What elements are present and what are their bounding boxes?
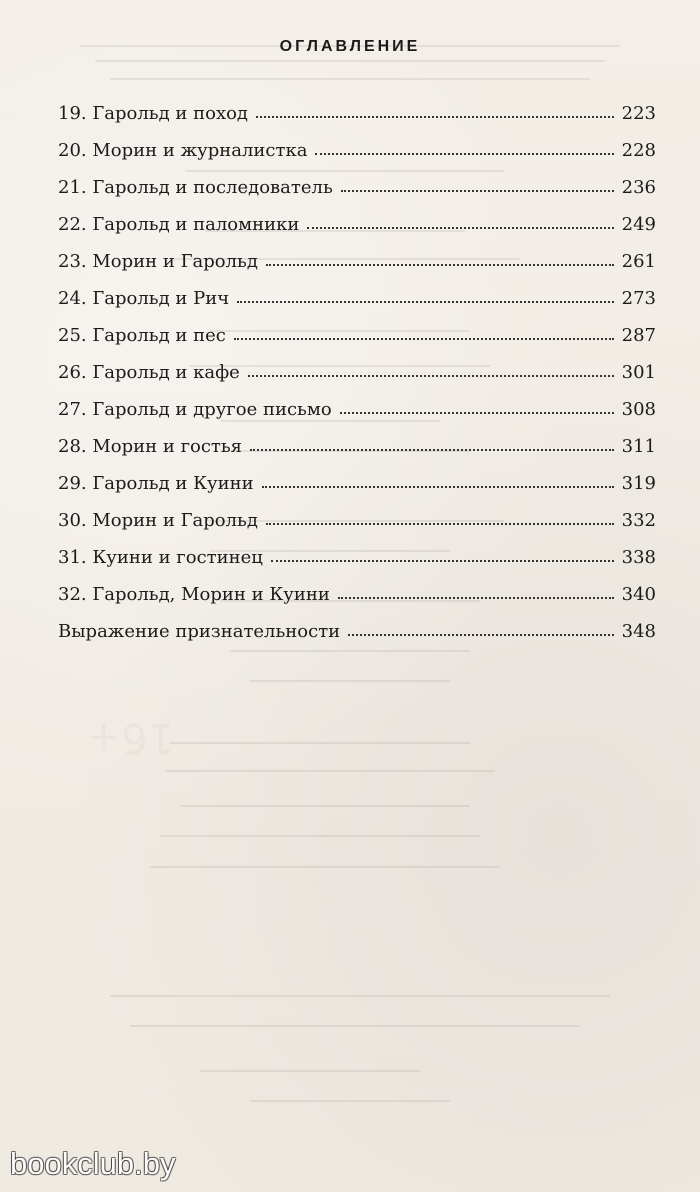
toc-row [58, 604, 656, 641]
toc-title: Выражение признательности [58, 621, 341, 642]
toc-page-number: 223 [621, 103, 656, 124]
site-watermark: bookclub.by [10, 1146, 176, 1181]
toc-leader [266, 264, 614, 266]
toc-row [58, 234, 656, 271]
toc-title: 29. Гарольд и Куини [58, 473, 254, 494]
toc-leader [250, 449, 614, 451]
table-of-contents [58, 86, 656, 641]
toc-leader [234, 338, 614, 340]
toc-title: 32. Гарольд, Морин и Куини [58, 584, 330, 605]
toc-leader [262, 486, 614, 488]
toc-leader [237, 301, 614, 303]
toc-page-number: 273 [621, 288, 656, 309]
toc-row [58, 271, 656, 308]
toc-row [58, 382, 656, 419]
toc-row [58, 419, 656, 456]
toc-leader [248, 375, 614, 377]
toc-row [58, 123, 656, 160]
toc-title: 31. Куини и гостинец [58, 547, 263, 568]
toc-title: 19. Гарольд и поход [58, 103, 249, 124]
toc-leader [338, 597, 614, 599]
toc-page-number: 228 [621, 140, 656, 161]
toc-leader [315, 153, 613, 155]
toc-title: 27. Гарольд и другое письмо [58, 399, 332, 420]
toc-leader [256, 116, 614, 118]
toc-row [58, 345, 656, 382]
toc-row [58, 530, 656, 567]
toc-page-number: 311 [621, 436, 656, 457]
toc-leader [266, 523, 614, 525]
toc-title: 26. Гарольд и кафе [58, 362, 240, 383]
toc-row [58, 197, 656, 234]
toc-title: 30. Морин и Гарольд [58, 510, 258, 531]
page-title: ОГЛАВЛЕНИЕ [279, 38, 421, 55]
toc-title: 25. Гарольд и пес [58, 325, 226, 346]
bleed-through-text: 16+ [0, 0, 700, 1192]
toc-page-number: 236 [621, 177, 656, 198]
toc-title: 28. Морин и гостья [58, 436, 243, 457]
toc-row [58, 86, 656, 123]
toc-row [58, 308, 656, 345]
toc-row [58, 456, 656, 493]
toc-title: 22. Гарольд и паломники [58, 214, 300, 235]
toc-leader [307, 227, 613, 229]
toc-title: 21. Гарольд и последователь [58, 177, 333, 198]
toc-title: 24. Гарольд и Рич [58, 288, 230, 309]
toc-leader [348, 634, 613, 636]
toc-leader [341, 190, 614, 192]
toc-page-number: 308 [621, 399, 656, 420]
toc-page-number: 287 [621, 325, 656, 346]
toc-page-number: 340 [621, 584, 656, 605]
toc-row [58, 567, 656, 604]
toc-row [58, 493, 656, 530]
toc-page-number: 301 [621, 362, 656, 383]
toc-page-number: 249 [621, 214, 656, 235]
toc-leader [340, 412, 614, 414]
toc-title: 23. Морин и Гарольд [58, 251, 258, 272]
toc-page-number: 338 [621, 547, 656, 568]
toc-title: 20. Морин и журналистка [58, 140, 308, 161]
toc-leader [271, 560, 614, 562]
toc-page-number: 319 [621, 473, 656, 494]
toc-row [58, 160, 656, 197]
toc-page-number: 261 [621, 251, 656, 272]
toc-page-number: 332 [621, 510, 656, 531]
toc-page-number: 348 [621, 621, 656, 642]
